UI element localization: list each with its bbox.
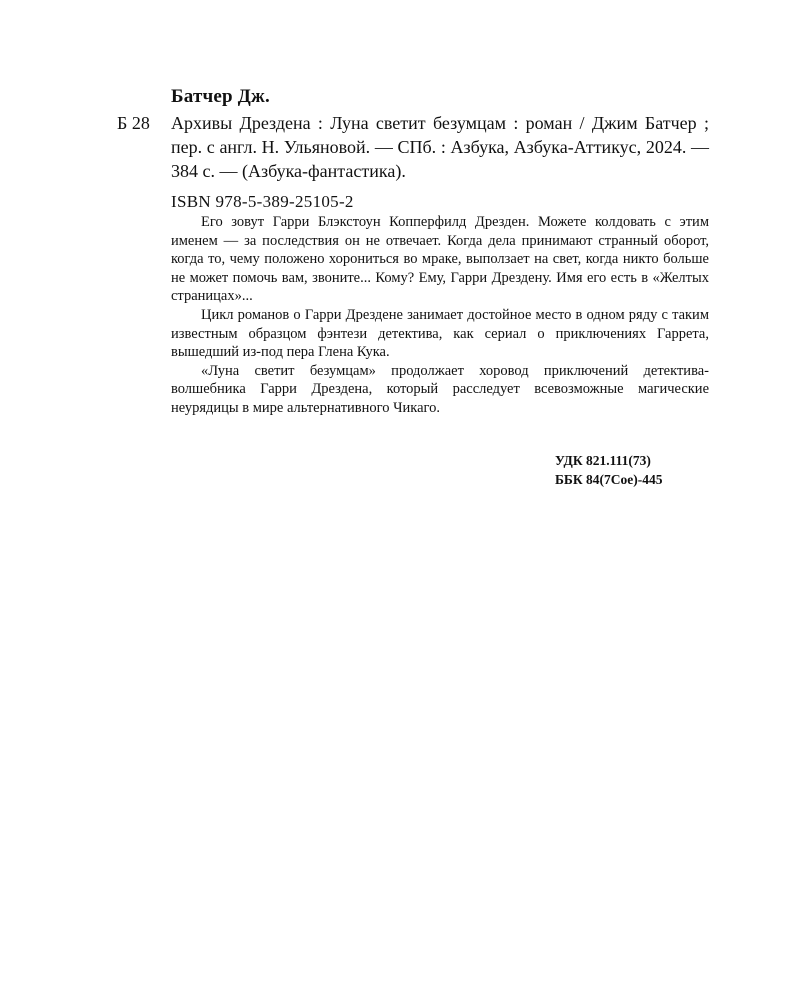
annotation-paragraph: Цикл романов о Гарри Дрездене занимает достойное место в одном ряду с таким известным образцом фэнтези детектива, как сериал о приключениях Гаррета, вышедший из-под пера Глена Кука.: [171, 306, 709, 361]
isbn-number: ISBN 978-5-389-25105-2: [171, 192, 354, 211]
annotation-paragraph: Его зовут Гарри Блэкстоун Копперфилд Дрезден. Можете колдовать с этим именем — за последствия он не отвечает. Когда дела принимают странный оборот, когда то, чему положено хорониться во мраке, выползает на свет, когда никто больше не может помочь вам, звоните... Кому? Ему, Гарри Дрездену. Имя его есть в «Желтых страницах»...: [171, 214, 709, 305]
annotation-block: [171, 213, 709, 418]
author-sign-code: Б 28: [117, 113, 150, 133]
classification-block: [555, 451, 663, 489]
annotation-paragraph: «Луна светит безумцам» продолжает хоровод приключений детектива-волшебника Гарри Дрездена, который расследует всевозможные магические неурядицы в мире альтернативного Чикаго.: [171, 362, 709, 416]
bibliographic-description: Архивы Дрездена : Луна светит безумцам : роман / Джим Батчер ; пер. с англ. Н. Ульяновой. — СПб. : Азбука, Азбука-Аттикус, 2024. — 384 с. — (Азбука-фантастика).: [171, 113, 709, 181]
udk-index: УДК 821.111(73): [555, 453, 651, 468]
bbk-index: ББК 84(7Сое)-445: [555, 472, 663, 487]
author-heading: Батчер Дж.: [171, 86, 270, 107]
